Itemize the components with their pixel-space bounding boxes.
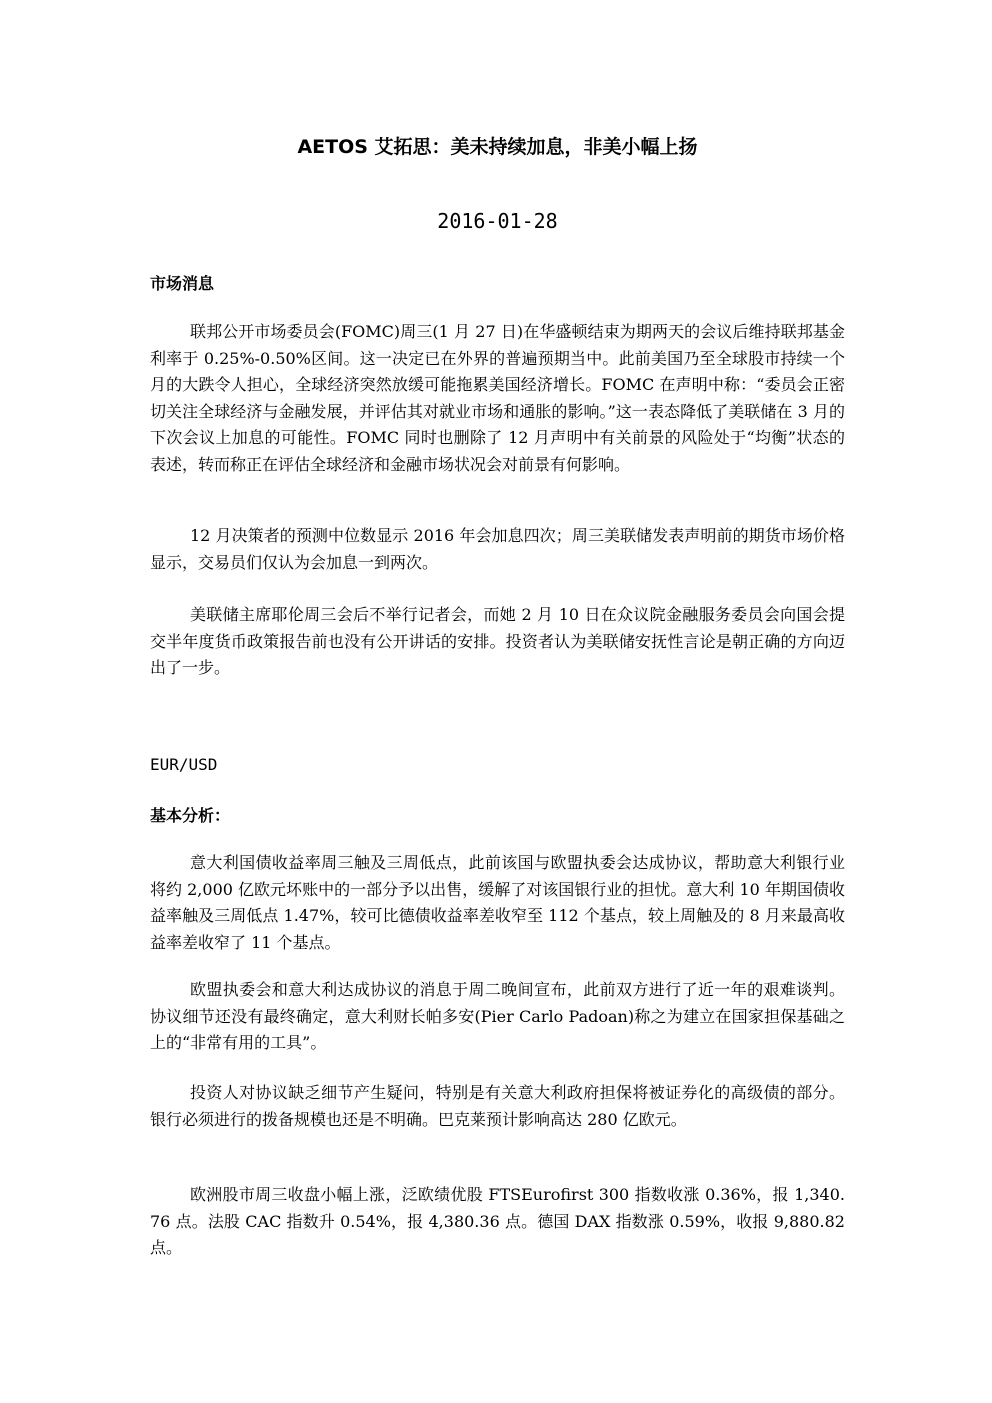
section-heading-market-news: 市场消息 [150,274,215,293]
currency-pair-label: EUR/USD [150,755,218,774]
section-heading-fundamental-analysis: 基本分析： [150,806,231,825]
document-title: AETOS 艾拓思：美未持续加息，非美小幅上扬 [297,136,698,158]
paragraph-european-stocks: 欧洲股市周三收盘小幅上涨，泛欧绩优股 FTSEurofirst 300 指数收涨 0.36%，报 1,340.76 点。法股 CAC 指数升 0.54%，报 4,380.36 点。德国 DAX 指数涨 0.59%，收报 9,880.82 点。 [150,1185,845,1257]
document-date: 2016-01-28 [437,209,558,233]
paragraph-italy-yields: 意大利国债收益率周三触及三周低点，此前该国与欧盟执委会达成协议，帮助意大利银行业将约 2,000 亿欧元坏账中的一部分予以出售，缓解了对该国银行业的担忧。意大利 10 年期国债收益率触及三周低点 1.47%，较可比德债收益率差收窄至 112 个基点，较上周触及的 8 月来最高收益率差收窄了 11 个基点。 [150,853,845,952]
paragraph-eu-agreement: 欧盟执委会和意大利达成协议的消息于周二晚间宣布，此前双方进行了近一年的艰难谈判。协议细节还没有最终确定，意大利财长帕多安(Pier Carlo Padoan)称之为建立在国家担保基础之上的“非常有用的工具”。 [150,980,845,1052]
paragraph-rate-forecast: 12 月决策者的预测中位数显示 2016 年会加息四次；周三美联储发表声明前的期货市场价格显示，交易员们仅认为会加息一到两次。 [150,526,845,572]
paragraph-yellen-schedule: 美联储主席耶伦周三会后不举行记者会，而她 2 月 10 日在众议院金融服务委员会向国会提交半年度货币政策报告前也没有公开讲话的安排。投资者认为美联储安抚性言论是朝正确的方向迈出了一步。 [150,605,845,677]
paragraph-fomc-decision: 联邦公开市场委员会(FOMC)周三(1 月 27 日)在华盛顿结束为期两天的会议后维持联邦基金利率于 0.25%-0.50%区间。这一决定已在外界的普遍预期当中。此前美国乃至全球股市持续一个月的大跌令人担心，全球经济突然放缓可能拖累美国经济增长。FOMC 在声明中称：“委员会正密切关注全球经济与金融发展，并评估其对就业市场和通胀的影响。”这一表态降低了美联储在 3 月的下次会议上加息的可能性。FOMC 同时也删除了 12 月声明中有关前景的风险处于“均衡”状态的表述，转而称正在评估全球经济和金融市场状况会对前景有何影响。 [150,322,845,474]
paragraph-investor-doubts: 投资人对协议缺乏细节产生疑问，特别是有关意大利政府担保将被证券化的高级债的部分。银行必须进行的拨备规模也还是不明确。巴克莱预计影响高达 280 亿欧元。 [150,1083,845,1129]
